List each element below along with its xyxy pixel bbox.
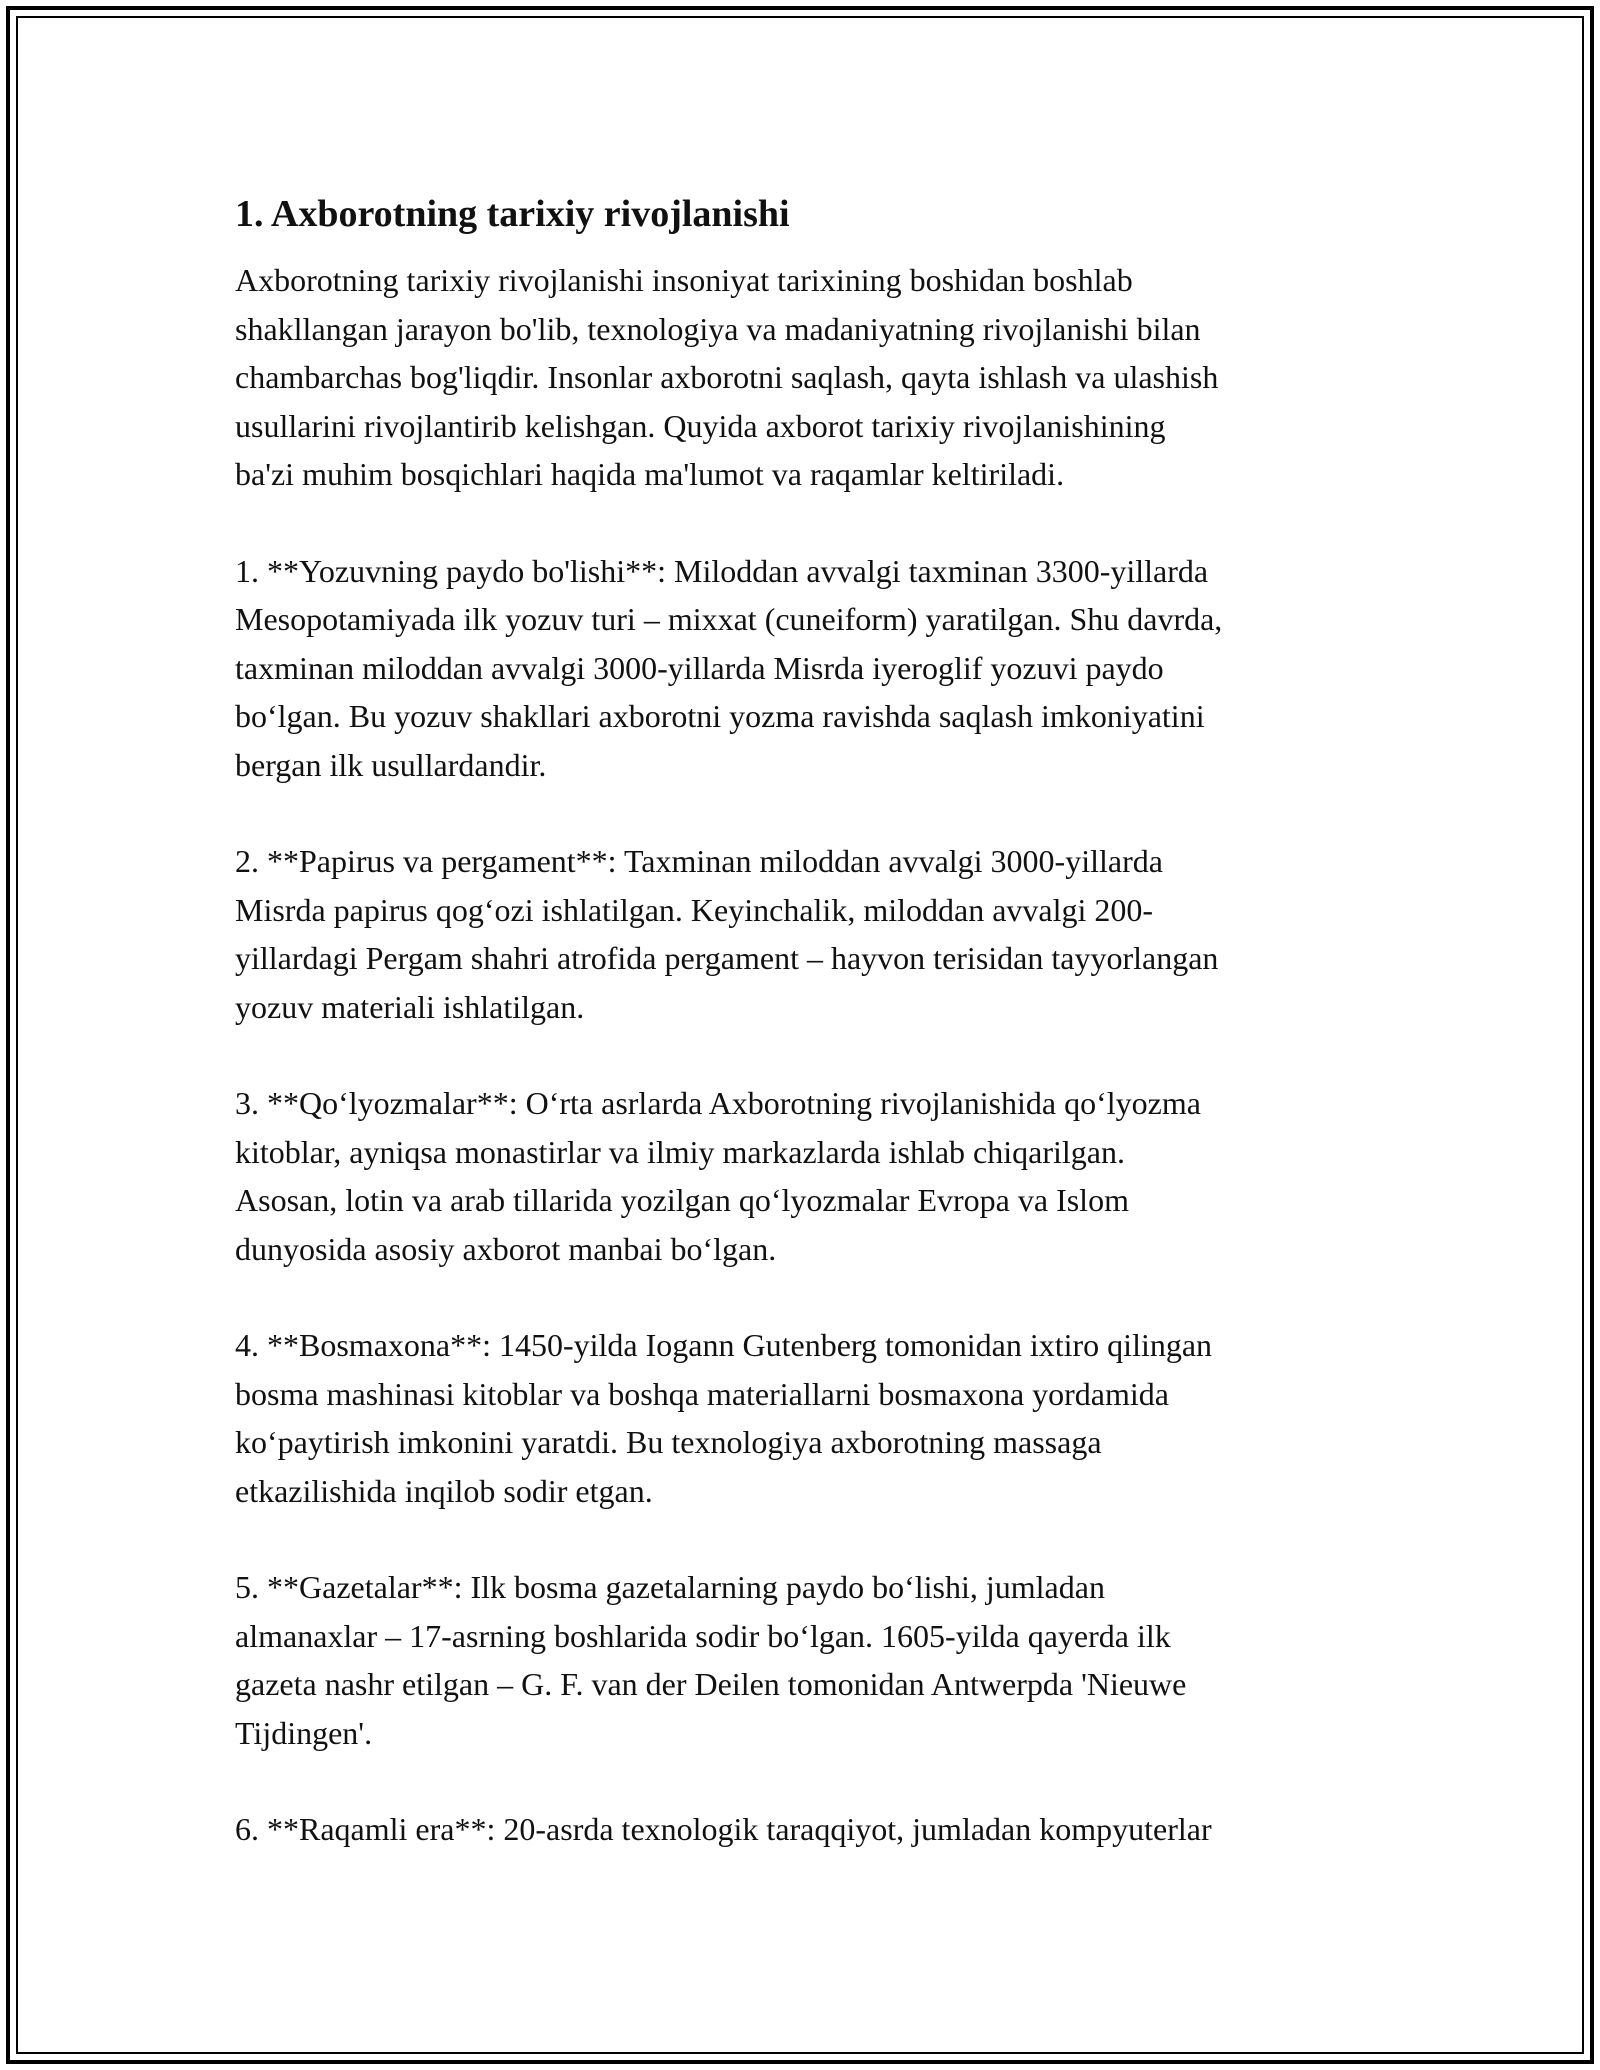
paragraph-intro: Axborotning tarixiy rivojlanishi insoniyat tarixining boshidan boshlab shakllangan jarayon bo'lib, texnologiya va madaniyatning rivojlanishi bilan chambarchas bog'liqdir. Insonlar axborotni saqlash, qayta ishlash va ulashish usullarini rivojlantirib kelishgan. Quyida axborot tarixiy rivojlanishining ba'zi muhim bosqichlari haqida ma'lumot va raqamlar keltiriladi.: [235, 262, 1219, 492]
paragraph-digital-era: 6. **Raqamli era**: 20-asrda texnologik taraqqiyot, jumladan kompyuterlar: [235, 1811, 1212, 1847]
paragraph-papyrus: 2. **Papirus va pergament**: Taxminan miloddan avvalgi 3000-yillarda Misrda papirus qog‘ozi ishlatilgan. Keyinchalik, miloddan avvalgi 200- yillardagi Pergam shahri atrofida pergament – hayvon terisidan tayyorlangan yozuv materiali ishlatilgan.: [235, 843, 1219, 1025]
paragraph-newspapers: 5. **Gazetalar**: Ilk bosma gazetalarning paydo bo‘lishi, jumladan almanaxlar – 17-asrning boshlarida sodir bo‘lgan. 1605-yilda qayerda ilk gazeta nashr etilgan – G. F. van der Deilen tomonidan Antwerpda 'Nieuwe Tijdingen'.: [235, 1569, 1187, 1751]
paragraph-writing: 1. **Yozuvning paydo bo'lishi**: Miloddan avvalgi taxminan 3300-yillarda Mesopotamiyada ilk yozuv turi – mixxat (cuneiform) yaratilgan. Shu davrda, taxminan miloddan avvalgi 3000-yillarda Misrda iyeroglif yozuvi paydo bo‘lgan. Bu yozuv shakllari axborotni yozma ravishda saqlash imkoniyatini bergan ilk usullardandir.: [235, 552, 1223, 783]
paragraph-printing: 4. **Bosmaxona**: 1450-yilda Iogann Gutenberg tomonidan ixtiro qilingan bosma mashinasi kitoblar va boshqa materiallarni bosmaxona yordamida ko‘paytirish imkonini yaratdi. Bu texnologiya axborotning massaga etkazilishida inqilob sodir etgan.: [235, 1327, 1213, 1509]
document-body: [235, 186, 1375, 1902]
paragraph-manuscripts: 3. **Qo‘lyozmalar**: O‘rta asrlarda Axborotning rivojlanishida qo‘lyozma kitoblar, ayniqsa monastirlar va ilmiy markazlarda ishlab chiqarilgan. Asosan, lotin va arab tillarida yozilgan qo‘lyozmalar Evropa va Islom dunyosida asosiy axborot manbai bo‘lgan.: [235, 1085, 1201, 1267]
document-title: 1. Axborotning tarixiy rivojlanishi: [235, 193, 790, 235]
